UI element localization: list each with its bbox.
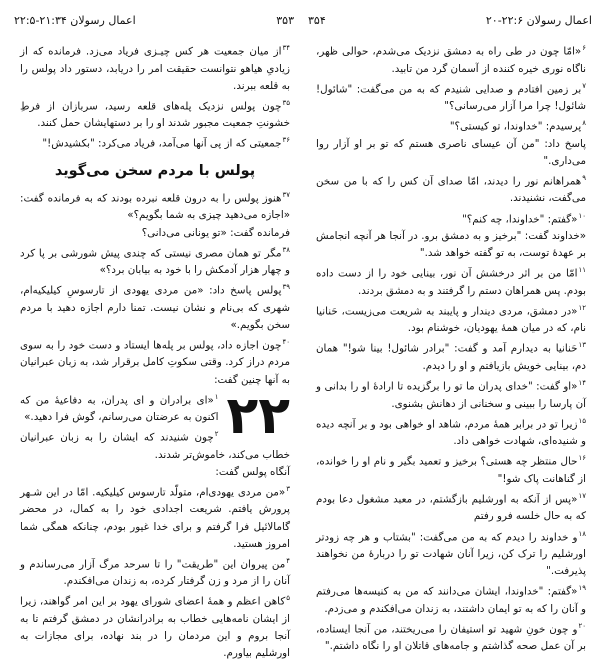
verse-text: «امّا چون در طی راه به دمشق نزدیک می‌شدم، حوالی ظهر، ناگاه نوری خیره کننده از آسمان گرد من تابید.: [316, 45, 586, 75]
verses-after-heading: [20, 187, 290, 389]
verse: [20, 590, 290, 662]
verse: [316, 228, 586, 262]
verse: [316, 208, 586, 229]
verse-number: ۵: [286, 594, 290, 603]
verse-text: فرمانده گفت: «تو یونانی می‌دانی؟: [141, 226, 290, 239]
verse: [316, 136, 586, 170]
verse: [316, 450, 586, 488]
verse-number: ۱۷: [578, 491, 586, 500]
verse: [316, 618, 586, 656]
verse-text: چون شنیدند که ایشان را به زبان عبرانیان خطاب می‌کند، خاموش‌تر شدند.: [20, 431, 290, 461]
verse-text: و خداوند را دیدم که به من می‌گفت: "بشتاب و هر چه زودتر اورشلیم را ترک کن، زیرا آنان شهادت تو را دربارهٔ من نخواهند پذیرفت.": [316, 530, 586, 578]
verse: [20, 553, 290, 591]
verse: [316, 526, 586, 581]
right-text-column: [316, 40, 586, 653]
left-text-column: [20, 40, 290, 660]
verse-number: ۸: [582, 119, 586, 128]
verse: [20, 464, 290, 481]
verse: [316, 337, 586, 375]
verse-text: چون اجازه داد، پولس بر پله‌ها ایستاد و دست خود را به سوی مردم دراز کرد. وقتی سکوتِ کامل برقرار شد، به زبان عبرانیان به آنها چنین گفت:: [20, 339, 290, 386]
running-head-right: اعمال رسولان ۲۲:۶-۲۰: [485, 14, 592, 27]
verse-number: ۱۸: [578, 529, 586, 538]
verse: [316, 78, 586, 116]
verse-text: امّا من بر اثر درخشش آن نور، بینایی خود را از دست داده بودم. پس همراهان دستم را گرفتند و به دمشق بردند.: [316, 267, 586, 297]
verse: [316, 580, 586, 618]
verse-number: ۴: [286, 556, 290, 565]
verses-before-heading: [20, 40, 290, 153]
verse-text: «در دمشق، مردی دیندار و پایبند به شریعت می‌زیست، حَنانیا نام، که در میان همهٔ یهودیان، خوشنام بود.: [316, 305, 586, 335]
verse: [316, 300, 586, 338]
chapter-22-block: [20, 385, 290, 662]
verse-number: ۱۴: [578, 379, 586, 388]
page-number-right: ۳۵۴: [308, 14, 326, 27]
verse-number: ۱۶: [578, 454, 586, 463]
verse: [20, 40, 290, 95]
running-head-left: اعمال رسولان ۲۱:۳۴-۲۲:۵: [14, 14, 136, 27]
verse-text: حال منتظر چه هستی؟ برخیز و تعمید بگیر و نام او را خوانده، از گناهانت پاک شو!": [316, 455, 586, 485]
page-number-left: ۳۵۳: [276, 14, 294, 27]
verse: [20, 187, 290, 225]
verse: [316, 40, 586, 78]
verse: [20, 132, 290, 153]
verse-number: ۳۶: [282, 136, 290, 145]
verse-number: ۱۱: [578, 266, 586, 275]
verse-text: هنوز پولس را به درون قلعه نبرده بودند که به فرمانده گفت: «اجازه می‌دهید چیزی به شما بگویم؟»: [20, 192, 290, 222]
verse: [20, 279, 290, 334]
verse-number: ۳۵: [282, 98, 290, 107]
verse-number: ۱۰: [578, 211, 586, 220]
verse-text: بر زمین افتادم و صدایی شنیدم که به من می‌گفت: "شائول! شائول! چرا مرا آزار می‌رسانی؟": [316, 83, 586, 113]
verse-text: از میان جمعیت هر کس چیـزی فریاد می‌زد. فرمانده که از زیادیِ هیاهو نتوانست حقیقت امر را دریابد، دستور داد پولس را به قلعه ببرند.: [20, 45, 290, 92]
verse-text: حَنانیا به دیدارم آمد و گفت: "برادر شائول! بینا شو!" همان دم، بینایی خویش بازیافتم و او را دیدم.: [316, 342, 586, 372]
verse: [316, 115, 586, 136]
verse-text: پاسخ داد: "من آن عیسای ناصری هستم که تو بر او آزار روا می‌داری.": [316, 137, 586, 167]
verse-text: «من مردی یهودی‌ام، متولّد تارسوس کیلیکیه. امّا در این شـهر پرورش یافتم. شریعت اجدادی خود را به کمال، در محضر گامالائیل فرا گرفتم و برای خدا غیور بودم، چنانکه همگی شما امروز هستید.: [20, 486, 290, 550]
verse-text: و چون خونِ شهید تو استیفان را می‌ریختند، من آنجا ایستاده، بر آن عمل صحه گذاشتم و جامه‌های قاتلان او را نگاه داشتم.": [316, 623, 586, 653]
verse-text: همراهانم نور را دیدند، امّا صدای آن کس را که با من سخن می‌گفت، نشنیدند.: [316, 175, 586, 205]
verse-number: ۴۰: [282, 337, 290, 346]
verse: [316, 488, 586, 526]
verse-number: ۳۴: [282, 44, 290, 52]
verse: [20, 225, 290, 242]
verse: [316, 413, 586, 451]
verse-number: ۳: [286, 484, 290, 493]
verse-number: ۷: [582, 81, 586, 90]
verse-number: ۱۳: [578, 341, 586, 350]
verse-number: ۱۵: [578, 416, 586, 425]
verse: [20, 242, 290, 280]
verse-number: ۲۰: [578, 621, 586, 630]
verse-number: ۳۷: [282, 190, 290, 199]
verse: [20, 334, 290, 389]
verse: [316, 262, 586, 300]
section-heading: پولس با مردم سخن می‌گوید: [54, 162, 256, 179]
verse-text: «گفتم: "خداوندا، ایشان می‌دانند که من به کنیسه‌ها می‌رفتم و آنان را که به تو ایمان داشتند، به زندان می‌افکندم و می‌زدم.: [316, 585, 586, 615]
verse-number: ۶: [582, 44, 586, 52]
verse-number: ۱۹: [578, 584, 586, 593]
verse-number: ۱: [214, 392, 219, 401]
verse-text: آنگاه پولس گفت:: [215, 465, 290, 478]
verse-text: جمعیتی که از پی آنها می‌آمد، فریاد می‌کرد: "بکشیدش!": [42, 137, 282, 150]
verse-text: زیرا تو در برابر همهٔ مردم، شاهد او خواهی بود و بر آنچه دیده و شنیده‌ای، شهادت خواهی داد.: [316, 418, 586, 448]
verse-text: «ای برادران و ای پدران، به دفاعیهٔ من که اکنون به عرضتان می‌رسانم، گوش فرا دهید.»: [20, 394, 219, 424]
verse-number: ۳۸: [282, 245, 290, 254]
verse: [20, 481, 290, 553]
verse-text: پولس پاسخ داد: «من مردی یهودی از تارسوسِ کیلیکیه‌ام، شهری که بی‌نام و نشان نیست. تمنا دارم اجازه دهید با مردم سخن بگویم.»: [20, 284, 290, 331]
verse-number: ۹: [582, 173, 586, 182]
chapter-number: ۲۲: [226, 385, 290, 446]
verse: [20, 95, 290, 133]
verse-text: پرسیدم: "خداوندا، تو کیستی؟": [449, 120, 582, 133]
verse-text: «گفتم: "خداوندا، چه کنم؟": [462, 212, 578, 225]
verse-text: «پس از آنکه به اورشلیم بازگشتم، در معبد مشغول دعا بودم که به حال خلسه فرو رفتم: [316, 493, 586, 523]
verse-text: کاهن اعظم و همهٔ اعضای شورای یهود بر این امر گواهند، زیرا از ایشان نامه‌هایی خطاب به برادرانشان در دمشق گرفتم تا به آنجا بروم و این مردمان را در بند نهاده، برای مجازات به اورشلیم بیاورم.: [20, 595, 290, 660]
verse-text: مگر تو همان مصری نیستی که چندی پیش شورشی بر پا کرد و چهار هزار آدمکش را با خود به بیابان برد؟»: [20, 247, 290, 277]
verse-text: «خداوند گفت: "برخیز و به دمشق برو. در آنجا هر آنچه انجامش بر عهدهٔ توست، به تو گفته خواهد شد.": [316, 230, 586, 260]
verse: [316, 375, 586, 413]
verse-text: «او گفت: "خدای پدران ما تو را برگزیده تا ارادهٔ او را بدانی و آن پارسا را ببینی و سخنانی از دهانش بشنوی.: [316, 380, 586, 410]
verse-text: من پیروان این "طریقت" را تا سرحد مرگ آزار می‌رساندم و آنان را از مرد و زن گرفتار کرده، به زندان می‌افکندم.: [20, 558, 290, 588]
verse-number: ۲: [214, 430, 219, 439]
verse-number: ۱۲: [578, 303, 586, 312]
verse-text: چون پولس نزدیک پله‌های قلعه رسید، سربازان از فرطِ خشونتِ جمعیت مجبور شدند او را بر دستهایشان حمل کنند.: [20, 100, 290, 130]
verse-number: ۳۹: [282, 283, 290, 292]
verse: [316, 170, 586, 208]
